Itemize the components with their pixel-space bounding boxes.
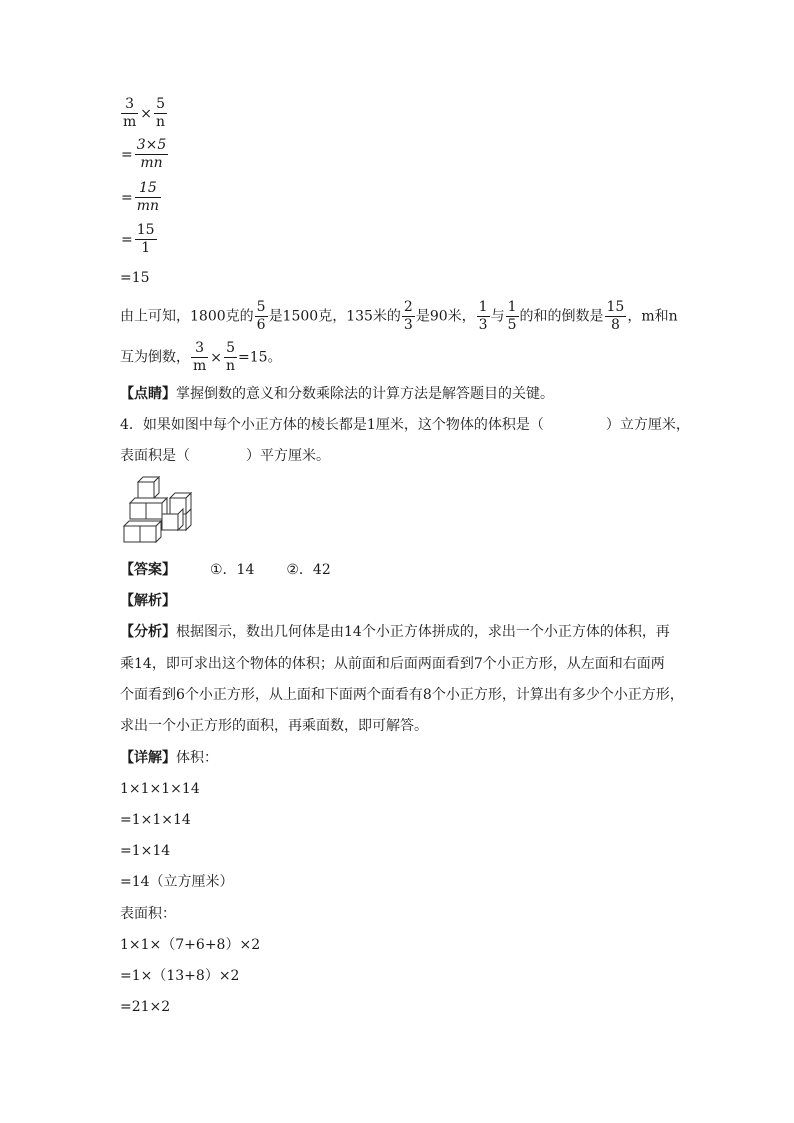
- section-tag: 【解析】: [120, 593, 176, 609]
- fraction: $\frac{3\times 5}{mn}$: [136, 137, 167, 171]
- cube-stack-figure: [122, 476, 194, 548]
- section-tag: 【分析】: [120, 624, 176, 640]
- cube-top-face: [130, 498, 167, 503]
- fraction: $\frac{2}{3}$: [403, 299, 413, 333]
- fraction: $\frac{15}{1}$: [136, 222, 155, 256]
- cube-face: [140, 526, 156, 542]
- area-step-1: 1×1×（7+6+8）×2: [120, 937, 261, 953]
- jiexi-line: [120, 591, 176, 611]
- section-tag: 【答案】: [120, 562, 176, 578]
- cube-face: [138, 482, 154, 498]
- cube-face: [146, 503, 162, 519]
- fraction: $\frac{3}{m}$: [123, 96, 137, 130]
- volume-step-3: =1×14: [120, 843, 171, 859]
- fenxi-line-2: 乘14，即可求出这个物体的体积；从前面和后面两面看到7个小正方形，从左面和右面两: [120, 656, 665, 672]
- calc-step-4: = $\frac{15}{1}$: [121, 222, 155, 256]
- cube-face: [162, 514, 178, 530]
- calc-step-1: $\frac{3}{m}$ × $\frac{5}{n}$: [123, 96, 166, 130]
- fenxi-line-3: 个面看到6个小正方形，从上面和下面两个面看有8个小正方形，计算出有多少个小正方形，: [120, 687, 684, 703]
- area-step-2: =1×（13+8）×2: [120, 968, 240, 984]
- fraction: $\frac{15}{8}$: [606, 299, 625, 333]
- fraction: $\frac{5}{6}$: [256, 299, 266, 333]
- fraction: $\frac{5}{n}$: [156, 96, 166, 130]
- volume-step-2: =1×1×14: [120, 812, 191, 828]
- fraction: $\frac{3}{m}$: [193, 340, 207, 374]
- dianjing-line: 【点睛】掌握倒数的意义和分数乘除法的计算方法是解答题目的关键。: [120, 386, 554, 402]
- question-4-line-1: 4．如果如图中每个小正方体的棱长都是1厘米，这个物体的体积是（ ）立方厘米，: [120, 417, 690, 433]
- cube-top-face: [124, 521, 161, 526]
- question-4-line-2: 表面积是（ ）平方厘米。: [120, 448, 330, 464]
- area-step-3: =21×2: [120, 999, 171, 1015]
- fenxi-line-4: 求出一个小正方形的面积，再乘面数，即可解答。: [120, 718, 428, 734]
- xiangjie-line: 【详解】体积：: [120, 750, 218, 766]
- section-tag: 【点睛】: [120, 386, 176, 402]
- fraction: $\frac{1}{3}$: [478, 299, 488, 333]
- cube-face: [130, 503, 146, 519]
- fraction: $\frac{1}{5}$: [507, 299, 517, 333]
- cube-face: [170, 498, 186, 514]
- volume-step-4: =14（立方厘米）: [120, 874, 234, 890]
- fenxi-line-1: 【分析】根据图示，数出几何体是由14个小正方体拼成的，求出一个小正方体的体积，再: [120, 624, 670, 640]
- calc-step-3: = $\frac{15}{mn}$: [121, 180, 160, 214]
- fraction: $\frac{15}{mn}$: [136, 180, 160, 214]
- fraction: $\frac{5}{n}$: [226, 340, 236, 374]
- calc-step-5: =15: [120, 270, 150, 286]
- volume-step-1: 1×1×1×14: [120, 781, 200, 797]
- calc-step-2: = $\frac{3\times 5}{mn}$: [121, 137, 167, 171]
- section-tag: 【详解】: [120, 750, 176, 766]
- cube-face: [124, 526, 140, 542]
- answer-line: 【答案】 ①．14 ②．42: [120, 562, 331, 578]
- area-label: 表面积：: [120, 906, 176, 922]
- summary-line-2: 互为倒数， $\frac{3}{m}$ × $\frac{5}{n}$ =15。: [120, 340, 282, 374]
- summary-line-1: 由上可知，1800克的 $\frac{5}{6}$ 是1500克，135米的 $\frac{2}{3}$ 是90米， $\frac{1}{3}$ 与 $\frac{1}{5}$ 的和的倒数是 $\frac{15}{8}$ ，m和n: [120, 299, 678, 333]
